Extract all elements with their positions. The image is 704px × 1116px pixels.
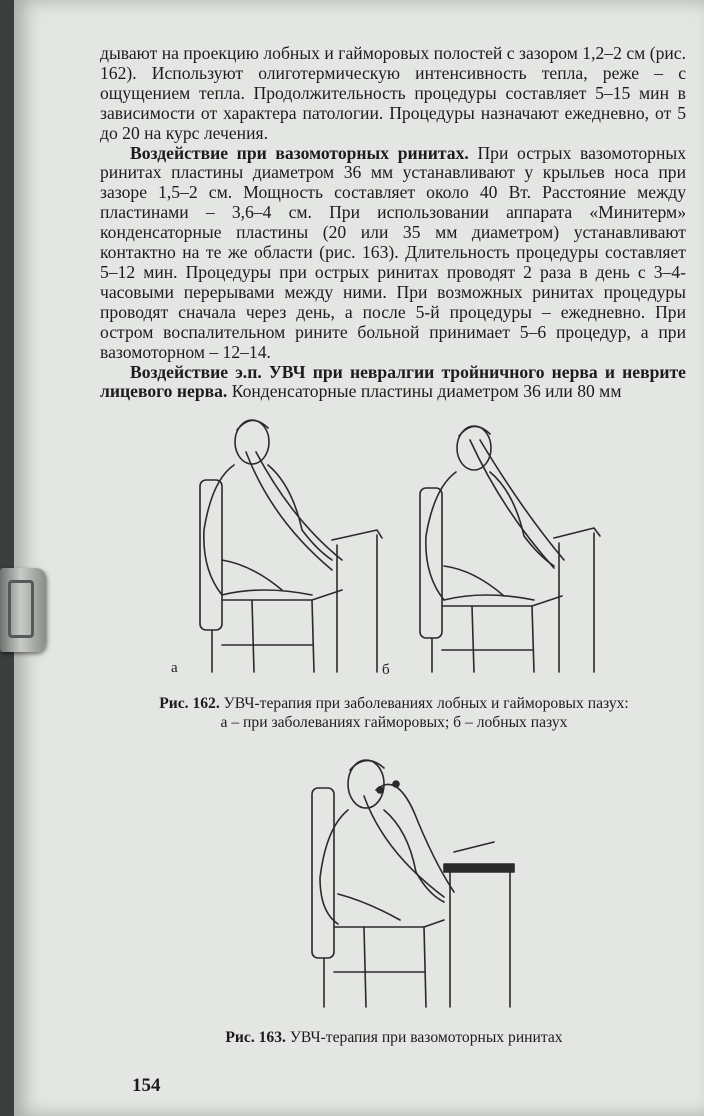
paragraph-3-text: Конденсаторные пластины диаметром 36 или 80 мм	[227, 381, 622, 402]
figure-163-caption-number: Рис. 163.	[225, 1029, 286, 1046]
figure-162-label-b: б	[382, 662, 390, 678]
book-page	[14, 0, 704, 1116]
figure-163-caption	[104, 1028, 684, 1047]
paragraph-2-heading: Воздействие при вазомоторных ринитах.	[130, 142, 469, 163]
paragraph-3-heading: Воздействие э.п. УВЧ при невралгии тройничного нерва и неврите лицевого нерва.	[100, 361, 686, 402]
paragraph-2	[100, 144, 686, 363]
figure-162-label-a: а	[171, 660, 178, 676]
patient-b-drawing	[420, 426, 600, 672]
patient-a-drawing	[200, 420, 382, 672]
paragraph-3	[100, 363, 686, 403]
figure-162-caption-number: Рис. 162.	[159, 695, 220, 712]
paragraph-1	[100, 44, 686, 144]
figure-162-caption-line2: а – при заболеваниях гайморовых; б – лобных пазух	[220, 714, 568, 731]
figure-163-illustration	[304, 752, 524, 1017]
page-number: 154	[132, 1075, 161, 1096]
book-clip	[0, 568, 46, 652]
figure-162-caption-text: УВЧ-терапия при заболеваниях лобных и гайморовых пазух:	[219, 695, 629, 712]
figure-162-illustration	[182, 410, 602, 682]
paragraph-2-text: При острых вазомоторных ринитах пластины диаметром 36 мм устанавливают у крыльев носа при зазоре 1,5–2 см. Мощность составляет около 40 Вт. Расстояние между пластинами – 3,6–4 см. При использовании аппарата «Минитерм» конденсаторные пластины (20 или 35 мм диаметром) устанавливают контактно на те же области (рис. 163). Длительность процедуры составляет 5–12 мин. Процедуры при острых ринитах проводят 2 раза в день с 3–4-часовыми перерывами между ними. При возможных ринитах процедуры проводят сначала через день, а после 5-й процедуры – ежедневно. При остром воспалительном рините больной принимает 5–6 процедур, а при вазомоторном – 12–14.	[100, 142, 686, 362]
figure-162-caption	[104, 694, 684, 732]
body-text	[100, 44, 686, 402]
figure-163-caption-text: УВЧ-терапия при вазомоторных ринитах	[285, 1029, 563, 1046]
figure-162-caption-line1	[104, 694, 684, 713]
paragraph-1-text: дывают на проекцию лобных и гайморовых полостей с зазором 1,2–2 см (рис. 162). Используют олиготермическую интенсивность тепла, реже – с ощущением тепла. Продолжительность процедуры составляет 5–15 мин в зависимости от характера патологии. Процедуры назначают ежедневно, от 5 до 20 на курс лечения.	[100, 43, 686, 143]
